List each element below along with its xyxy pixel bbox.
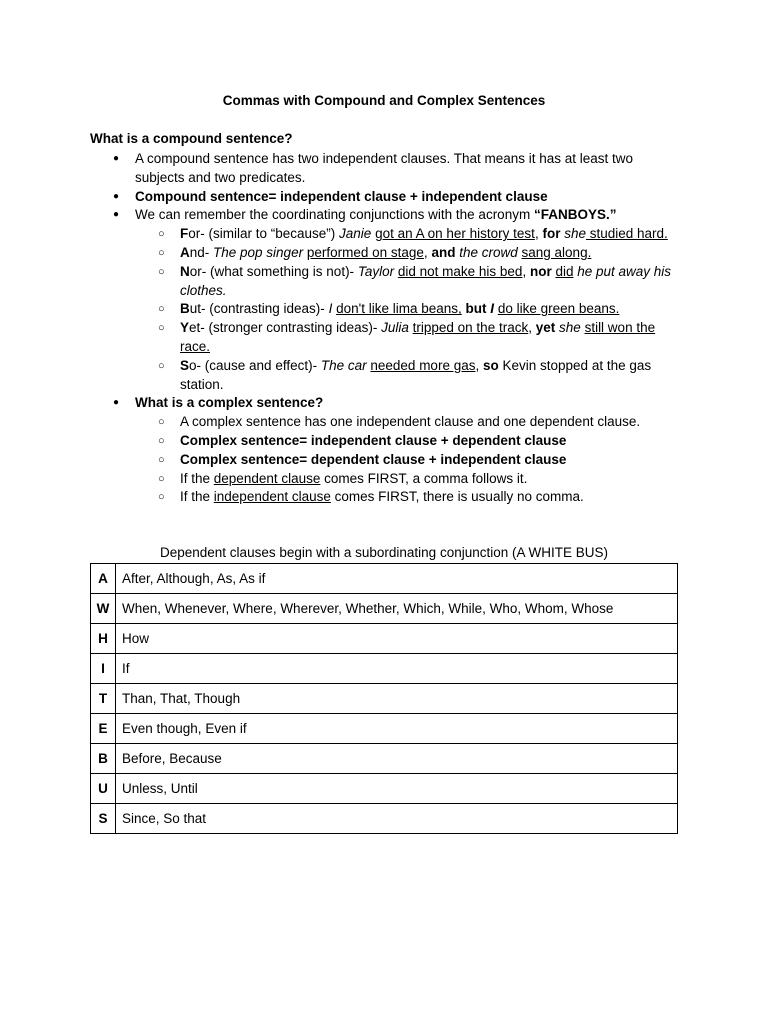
- table-row: [91, 654, 678, 684]
- fanboys-and: ○ And- The pop singer performed on stage, and the crowd sang along.: [180, 244, 680, 263]
- main-list: [90, 150, 680, 507]
- table-cell-letter: I: [91, 654, 116, 684]
- fanboys-acronym: “FANBOYS.”: [533, 207, 617, 223]
- list-item: [135, 188, 680, 207]
- table-cell-words: How: [116, 624, 678, 654]
- table-row: [91, 744, 678, 774]
- table-cell-letter: H: [91, 624, 116, 654]
- table-cell-words: Even though, Even if: [116, 714, 678, 744]
- compound-heading: What is a compound sentence?: [90, 131, 293, 146]
- table-cell-letter: E: [91, 714, 116, 744]
- document-title: Commas with Compound and Complex Sentences: [222, 93, 546, 108]
- complex-item: ○ A complex sentence has one independent clause and one dependent clause.: [180, 413, 680, 432]
- table-caption: Dependent clauses begin with a subordinating conjunction (A WHITE BUS): [160, 545, 608, 560]
- table-cell-letter: A: [91, 564, 116, 594]
- table-cell-letter: S: [91, 804, 116, 834]
- complex-item: ○ If the independent clause comes FIRST, there is usually no comma.: [180, 488, 680, 507]
- list-item: [135, 150, 680, 188]
- table-row: [91, 624, 678, 654]
- table-row: [91, 564, 678, 594]
- complex-heading: What is a complex sentence?: [135, 395, 324, 411]
- fanboys-but: ○ But- (contrasting ideas)- I don't like lima beans, but I do like green beans.: [180, 300, 680, 319]
- table-cell-words: When, Whenever, Where, Wherever, Whether, Which, While, Who, Whom, Whose: [116, 594, 678, 624]
- table-cell-words: If: [116, 654, 678, 684]
- complex-item: ○ Complex sentence= independent clause + dependent clause: [180, 432, 680, 451]
- compound-formula: Compound sentence= independent clause + independent clause: [135, 188, 548, 204]
- complex-item: ○ Complex sentence= dependent clause + independent clause: [180, 451, 680, 470]
- list-item: [135, 394, 680, 507]
- table-row: [91, 804, 678, 834]
- table-row: [91, 684, 678, 714]
- fanboys-for: ○ For- (similar to “because”) Janie got an A on her history test, for she studied hard.: [180, 225, 680, 244]
- fanboys-nor: ○ Nor- (what something is not)- Taylor did not make his bed, nor did he put away his clothes.: [180, 263, 680, 301]
- fanboys-yet: ○ Yet- (stronger contrasting ideas)- Julia tripped on the track, yet she still won the race.: [180, 319, 680, 357]
- table-cell-letter: U: [91, 774, 116, 804]
- complex-item: ○ If the dependent clause comes FIRST, a comma follows it.: [180, 470, 680, 489]
- table-cell-letter: T: [91, 684, 116, 714]
- table-row: [91, 594, 678, 624]
- table-cell-words: Since, So that: [116, 804, 678, 834]
- table-cell-words: Than, That, Though: [116, 684, 678, 714]
- white-bus-table: [90, 563, 678, 834]
- table-cell-letter: B: [91, 744, 116, 774]
- fanboys-so: ○ So- (cause and effect)- The car needed more gas, so Kevin stopped at the gas station.: [180, 357, 680, 395]
- fanboys-intro: We can remember the coordinating conjunctions with the acronym: [135, 207, 534, 223]
- table-cell-words: Unless, Until: [116, 774, 678, 804]
- table-row: [91, 714, 678, 744]
- compound-definition: A compound sentence has two independent clauses. That means it has at least two subjects and two predicates.: [135, 151, 634, 185]
- table-row: [91, 774, 678, 804]
- table-cell-words: After, Although, As, As if: [116, 564, 678, 594]
- list-item: [135, 206, 680, 394]
- table-cell-letter: W: [91, 594, 116, 624]
- table-cell-words: Before, Because: [116, 744, 678, 774]
